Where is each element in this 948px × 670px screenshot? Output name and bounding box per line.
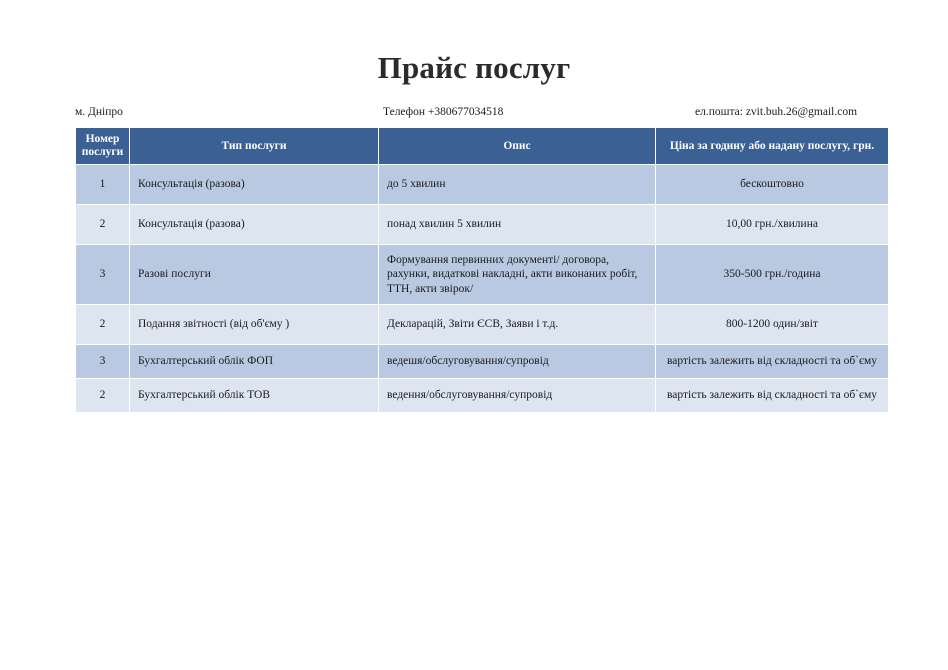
cell-number: 3 <box>76 345 130 379</box>
cell-number: 1 <box>76 165 130 205</box>
cell-description: ведення/обслуговування/супровід <box>379 379 656 413</box>
cell-description: понад хвилин 5 хвилин <box>379 205 656 245</box>
cell-description: Декларацій, Звіти ЄСВ, Заяви і т.д. <box>379 305 656 345</box>
cell-price: 350-500 грн./година <box>656 245 889 305</box>
table-row <box>76 345 889 379</box>
table-row <box>76 245 889 305</box>
column-header-description: Опис <box>379 128 656 165</box>
table-row <box>76 379 889 413</box>
cell-type: Подання звітності (від об'єму ) <box>130 305 379 345</box>
cell-number: 2 <box>76 205 130 245</box>
cell-description: ведешя/обслуговування/супровід <box>379 345 656 379</box>
cell-description: Формування первинних документі/ договора, рахунки, видаткові накладні, акти виконаних робіт, ТТН, акти звірок/ <box>379 245 656 305</box>
table-header <box>76 128 889 165</box>
cell-type: Разові послуги <box>130 245 379 305</box>
cell-number: 2 <box>76 379 130 413</box>
cell-type: Консультація (разова) <box>130 205 379 245</box>
contact-city: м. Дніпро <box>75 106 123 118</box>
page-title: Прайс послуг <box>377 50 571 85</box>
table-body <box>76 165 889 413</box>
cell-price: 10,00 грн./хвилина <box>656 205 889 245</box>
price-table <box>75 127 889 413</box>
cell-price: бескоштовно <box>656 165 889 205</box>
column-header-number: Номер послуги <box>76 128 130 165</box>
cell-number: 2 <box>76 305 130 345</box>
contact-email: ел.пошта: zvit.buh.26@gmail.com <box>695 106 858 118</box>
contact-info-row <box>75 104 888 120</box>
contact-phone: Телефон +380677034518 <box>383 106 504 118</box>
cell-type: Бухгалтерський облік ФОП <box>130 345 379 379</box>
column-header-type: Тип послуги <box>130 128 379 165</box>
table-row <box>76 305 889 345</box>
cell-price: вартість залежить від складності та об`єму <box>656 345 889 379</box>
cell-price: вартість залежить від складності та об`єму <box>656 379 889 413</box>
cell-type: Консультація (разова) <box>130 165 379 205</box>
cell-price: 800-1200 один/звіт <box>656 305 889 345</box>
table-row <box>76 205 889 245</box>
cell-description: до 5 хвилин <box>379 165 656 205</box>
cell-type: Бухгалтерський облік ТОВ <box>130 379 379 413</box>
column-header-price: Ціна за годину або надану послугу, грн. <box>656 128 889 165</box>
table-header-row <box>76 128 889 165</box>
table-row <box>76 165 889 205</box>
cell-number: 3 <box>76 245 130 305</box>
